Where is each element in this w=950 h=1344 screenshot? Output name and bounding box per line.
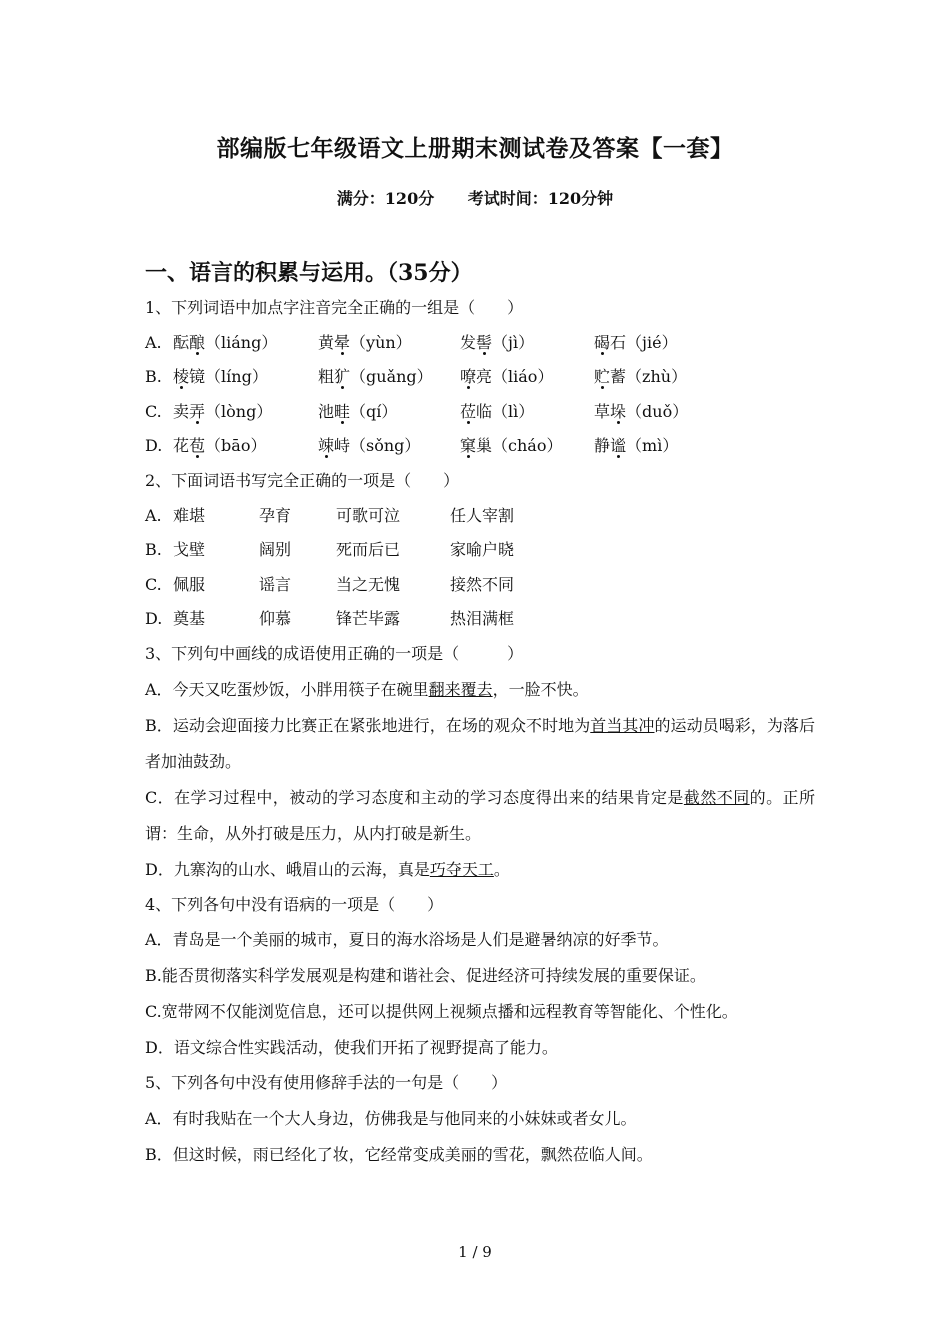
option-label: C.	[145, 574, 162, 594]
word-with-pinyin	[594, 326, 744, 361]
question-5-option-a: A．有时我贴在一个大人身边，仿佛我是与他同来的小妹妹或者女儿。	[145, 1108, 637, 1128]
question-4-stem: 4、下列各句中没有语病的一项是（ ）	[145, 894, 444, 914]
underlined-idiom: 翻来覆去	[428, 679, 493, 699]
dotted-character: 晕	[334, 332, 351, 352]
word-with-pinyin	[318, 360, 460, 395]
question-5-stem: 5、下列各句中没有使用修辞手法的一句是（ ）	[145, 1073, 508, 1093]
word-with-pinyin	[173, 429, 318, 464]
word-with-pinyin	[173, 395, 318, 430]
word-with-pinyin	[460, 326, 594, 361]
dotted-character: 竦	[318, 436, 335, 456]
character: 亮	[476, 367, 493, 387]
full-score: 满分：120分	[336, 189, 435, 208]
character: 临	[476, 401, 493, 421]
word-with-pinyin	[460, 360, 594, 395]
word: 锋芒毕露	[336, 609, 401, 629]
question-1-stem: 1、下列词语中加点字注音完全正确的一组是（ ）	[145, 298, 524, 317]
page-title: 部编版七年级语文上册期末测试卷及答案【一套】	[216, 135, 734, 162]
question-4-option-d: D．语文综合性实践活动，使我们开拓了视野提高了能力。	[145, 1038, 558, 1058]
word: 奠基	[173, 609, 206, 629]
underlined-idiom: 截然不同	[683, 787, 750, 807]
question-1-option-b	[145, 360, 815, 395]
dotted-character: 弄	[189, 401, 206, 421]
page-number: 1 / 9	[458, 1243, 492, 1261]
question-4-option-b: B.能否贯彻落实科学发展观是构建和谐社会、促进经济可持续发展的重要保证。	[145, 966, 706, 986]
question-3-option-a: A．今天又吃蛋炒饭，小胖用筷子在碗里翻来覆去，一脸不快。	[145, 679, 589, 699]
character: 粗	[318, 367, 335, 387]
question-1-option-c	[145, 395, 815, 430]
dotted-character: 窠	[460, 436, 477, 456]
question-4-option-c: C.宽带网不仅能浏览信息，还可以提供网上视频点播和远程教育等智能化、个性化。	[145, 1002, 738, 1022]
dotted-character: 犷	[334, 367, 351, 387]
word-with-pinyin	[594, 429, 744, 464]
question-2-option-c	[145, 568, 815, 603]
character: 巢	[476, 436, 493, 456]
question-3-stem: 3、下列句中画线的成语使用正确的一项是（ ）	[145, 643, 524, 663]
dotted-character: 酿	[189, 332, 206, 352]
section-heading: 一、语言的积累与运用。（35分）	[145, 260, 473, 286]
dotted-character: 髻	[476, 332, 493, 352]
question-3-option-d: D．九寨沟的山水、峨眉山的云海，真是巧夺天工。	[145, 859, 510, 879]
pinyin: （jì）	[492, 332, 535, 352]
option-label: B.	[145, 540, 162, 560]
dotted-character: 嘹	[460, 367, 477, 387]
character: 发	[460, 332, 477, 352]
word: 阔别	[259, 540, 292, 560]
underlined-idiom: 首当其冲	[590, 715, 655, 735]
character: 静	[594, 436, 611, 456]
word: 可歌可泣	[336, 505, 401, 525]
question-4-option-a: A．青岛是一个美丽的城市，夏日的海水浴场是人们是避暑纳凉的好季节。	[145, 930, 669, 950]
dotted-character: 垛	[610, 401, 627, 421]
word-with-pinyin	[173, 360, 318, 395]
word-with-pinyin	[460, 429, 594, 464]
question-1-option-a	[145, 326, 815, 361]
dotted-character: 苞	[189, 436, 206, 456]
question-2-option-d	[145, 602, 815, 637]
word: 接然不同	[450, 574, 515, 594]
pinyin: （jié）	[626, 332, 678, 352]
question-3-option-b: B．运动会迎面接力比赛正在紧张地进行，在场的观众不时地为首当其冲的运动员喝彩，为落后者加油鼓劲。	[145, 715, 815, 771]
word-with-pinyin	[594, 395, 744, 430]
option-label: A.	[145, 332, 162, 352]
word-with-pinyin	[318, 395, 460, 430]
word: 热泪满框	[450, 609, 515, 629]
pinyin: （mì）	[626, 436, 679, 456]
character: 镜	[189, 367, 206, 387]
word: 谣言	[259, 574, 292, 594]
pinyin: （liáng）	[205, 332, 278, 352]
character: 花	[173, 436, 190, 456]
character: 酝	[173, 332, 190, 352]
character: 蓄	[610, 367, 627, 387]
pinyin: （cháo）	[492, 436, 563, 456]
question-2-option-a	[145, 499, 815, 534]
pinyin: （sǒng）	[350, 436, 421, 456]
pinyin: （lì）	[492, 401, 535, 421]
character: 黄	[318, 332, 335, 352]
character: 草	[594, 401, 611, 421]
question-list	[145, 291, 815, 1173]
option-label: C.	[145, 401, 162, 421]
word: 戈壁	[173, 540, 206, 560]
word: 任人宰割	[450, 505, 515, 525]
word-with-pinyin	[173, 326, 318, 361]
pinyin: （yùn）	[350, 332, 412, 352]
dotted-character: 棱	[173, 367, 190, 387]
option-label: A.	[145, 505, 162, 525]
pinyin: （guǎng）	[350, 367, 433, 387]
option-label: B.	[145, 367, 162, 387]
exam-info	[0, 186, 950, 209]
question-2-stem: 2、下面词语书写完全正确的一项是（ ）	[145, 470, 460, 490]
character: 卖	[173, 401, 190, 421]
exam-time: 考试时间：120分钟	[467, 189, 614, 208]
pinyin: （bāo）	[205, 436, 267, 456]
word: 难堪	[173, 505, 206, 525]
word: 孕育	[259, 505, 292, 525]
word-with-pinyin	[460, 395, 594, 430]
option-label: D.	[145, 436, 163, 456]
pinyin: （zhù）	[626, 367, 688, 387]
word: 当之无愧	[336, 574, 401, 594]
pinyin: （liáo）	[492, 367, 554, 387]
dotted-character: 谧	[610, 436, 627, 456]
word-with-pinyin	[594, 360, 744, 395]
word-with-pinyin	[318, 326, 460, 361]
character: 峙	[334, 436, 351, 456]
dotted-character: 畦	[334, 401, 351, 421]
dotted-character: 贮	[594, 367, 611, 387]
pinyin: （lòng）	[205, 401, 273, 421]
word: 仰慕	[259, 609, 292, 629]
character: 池	[318, 401, 335, 421]
word-with-pinyin	[318, 429, 460, 464]
word: 死而后已	[336, 540, 401, 560]
question-1-option-d	[145, 429, 815, 464]
question-3-option-c: C．在学习过程中，被动的学习态度和主动的学习态度得出来的结果肯定是截然不同的。正所谓：生命，从外打破是压力，从内打破是新生。	[145, 787, 815, 843]
question-5-option-b: B．但这时候，雨已经化了妆，它经常变成美丽的雪花，飘然莅临人间。	[145, 1144, 653, 1164]
word: 佩服	[173, 574, 206, 594]
dotted-character: 莅	[460, 401, 477, 421]
pinyin: （duǒ）	[626, 401, 689, 421]
word: 家喻户晓	[450, 540, 515, 560]
character: 石	[610, 332, 627, 352]
underlined-idiom: 巧夺天工	[429, 859, 494, 879]
pinyin: （líng）	[205, 367, 268, 387]
question-2-option-b	[145, 533, 815, 568]
dotted-character: 碣	[594, 332, 611, 352]
pinyin: （qí）	[350, 401, 398, 421]
option-label: D.	[145, 609, 163, 629]
